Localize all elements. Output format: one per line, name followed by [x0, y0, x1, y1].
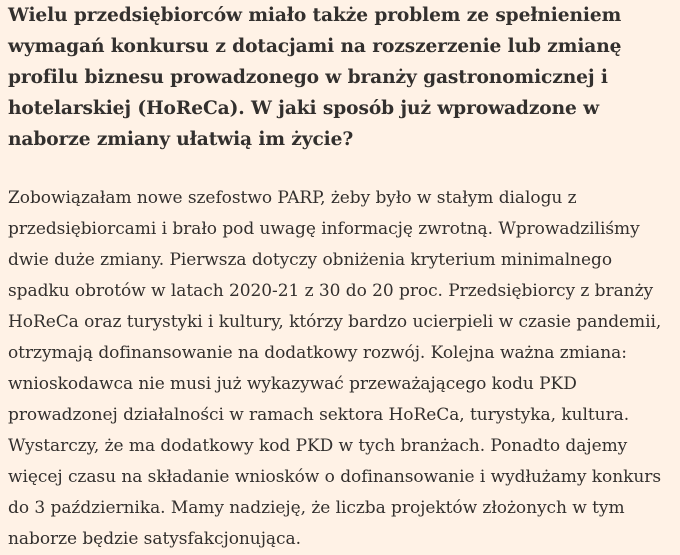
interview-answer: Zobowiązałam nowe szefostwo PARP, żeby było w stałym dialogu z przedsiębiorcami i brało pod uwagę informację zwrotną. Wprowadziliśmy dwie duże zmiany. Pierwsza dotyczy obniżenia kryterium minimalnego spadku obrotów w latach 2020-21 z 30 do 20 proc. Przedsiębiorcy z branży HoReCa oraz turystyki i kultury, którzy bardzo ucierpieli w czasie pandemii, otrzymają dofinansowanie na dodatkowy rozwój. Kolejna ważna zmiana: wnioskodawca nie musi już wykazywać przeważającego kodu PKD prowadzonej działalności w ramach sektora HoReCa, turystyka, kultura. Wystarczy, że ma dodatkowy kod PKD w tych branżach. Ponadto dajemy więcej czasu na składanie wniosków o dofinansowanie i wydłużamy konkurs do 3 października. Mamy nadzieję, że liczba projektów złożonych w tym naborze będzie satysfakcjonująca. — [8, 188, 662, 549]
interview-question: Wielu przedsiębiorców miało także problem ze spełnieniem wymagań konkursu z dotacjami na rozszerzenie lub zmianę profilu biznesu prowadzonego w branży gastronomicznej i hotelarskiej (HoReCa). W jaki sposób już wprowadzone w naborze zmiany ułatwią im życie? — [8, 5, 622, 150]
